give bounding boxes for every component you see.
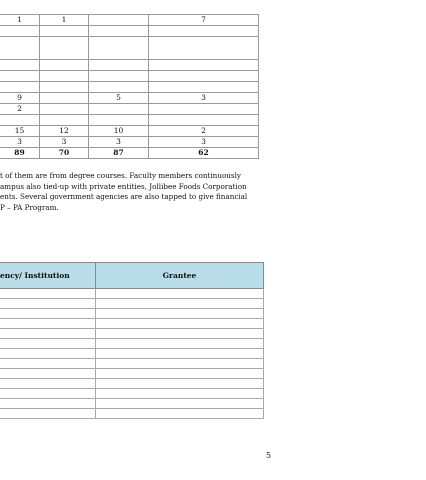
- table-cell: [40, 60, 89, 71]
- table-cell: [149, 37, 259, 60]
- grant-table: [0, 262, 264, 419]
- table-cell: [0, 82, 40, 93]
- table-cell: [89, 37, 149, 60]
- grant-table-cell: [96, 339, 264, 349]
- grant-table-cell: [0, 349, 96, 359]
- grant-table-cell: [0, 339, 96, 349]
- table-cell: [149, 26, 259, 37]
- grant-table-row: [0, 409, 264, 419]
- table-cell: [149, 115, 259, 126]
- grant-table-cell: [96, 359, 264, 369]
- table-cell: [0, 60, 40, 71]
- table-cell: [0, 71, 40, 82]
- page-number: 5: [266, 451, 272, 460]
- agency-header: ency/ Institution: [0, 263, 96, 289]
- enrollment-table: [0, 14, 259, 159]
- grant-table-cell: [96, 379, 264, 389]
- table-cell: [89, 60, 149, 71]
- grant-table-cell: [96, 349, 264, 359]
- table-cell: 2: [0, 104, 40, 115]
- grant-table-cell: [96, 299, 264, 309]
- grant-table-cell: [0, 359, 96, 369]
- table-cell: [40, 37, 89, 60]
- table-cell: [89, 82, 149, 93]
- table-cell: [0, 26, 40, 37]
- table-cell: [89, 115, 149, 126]
- paragraph-line: P – PA Program.: [0, 202, 59, 212]
- table-cell: 12: [40, 126, 89, 137]
- table-row: [0, 82, 259, 93]
- table-row: [0, 104, 259, 115]
- grant-table-row: [0, 329, 264, 339]
- grant-table-cell: [0, 379, 96, 389]
- grant-table-cell: [0, 319, 96, 329]
- grant-table-cell: [96, 329, 264, 339]
- grant-table-row: [0, 379, 264, 389]
- table-cell: [0, 37, 40, 60]
- table-cell: 15: [0, 126, 40, 137]
- grant-table-cell: [0, 299, 96, 309]
- grant-table-cell: [0, 369, 96, 379]
- table-cell: [40, 71, 89, 82]
- grant-table-header: [0, 263, 264, 289]
- table-cell: 2: [149, 126, 259, 137]
- paragraph-line: t of them are from degree courses. Faculty members continuously: [0, 171, 241, 180]
- table-cell: 3: [0, 137, 40, 148]
- table-row: [0, 71, 259, 82]
- table-row: [0, 148, 259, 159]
- table-cell: 10: [89, 126, 149, 137]
- table-cell: [40, 93, 89, 104]
- table-cell: 70: [40, 148, 89, 159]
- grant-table-row: [0, 309, 264, 319]
- grant-table-cell: [0, 309, 96, 319]
- grant-table-row: [0, 319, 264, 329]
- table-cell: [40, 26, 89, 37]
- grant-table-cell: [0, 329, 96, 339]
- table-cell: [149, 82, 259, 93]
- table-row: [0, 15, 259, 26]
- grant-table-cell: [96, 389, 264, 399]
- table-cell: 1: [40, 15, 89, 26]
- table-cell: [149, 104, 259, 115]
- table-cell: 7: [149, 15, 259, 26]
- table-row: [0, 137, 259, 148]
- table-cell: 1: [0, 15, 40, 26]
- grant-table-row: [0, 399, 264, 409]
- grant-table-row: [0, 299, 264, 309]
- table-row: [0, 115, 259, 126]
- table-row: [0, 26, 259, 37]
- grant-table-row: [0, 369, 264, 379]
- table-cell: [89, 15, 149, 26]
- table-cell: 3: [40, 137, 89, 148]
- table-row: [0, 60, 259, 71]
- grant-table-row: [0, 289, 264, 299]
- table-cell: 9: [0, 93, 40, 104]
- table-cell: [0, 115, 40, 126]
- grant-table-row: [0, 389, 264, 399]
- grant-table-cell: [96, 319, 264, 329]
- grant-table-cell: [96, 369, 264, 379]
- table-cell: 89: [0, 148, 40, 159]
- grant-table-cell: [0, 409, 96, 419]
- paragraph-line: ents. Several government agencies are also tapped to give financial: [0, 192, 248, 202]
- table-cell: [89, 104, 149, 115]
- grant-table-cell: [96, 409, 264, 419]
- grant-table-cell: [0, 399, 96, 409]
- table-cell: [89, 71, 149, 82]
- table-cell: [149, 71, 259, 82]
- grant-table-cell: [96, 399, 264, 409]
- paragraph-line: ampus also tied-up with private entities, Jollibee Foods Corporation: [0, 181, 247, 191]
- paragraph: [0, 171, 254, 213]
- table-cell: [40, 104, 89, 115]
- grant-table-cell: [96, 289, 264, 299]
- grantee-header: Grantee: [96, 263, 264, 289]
- table-cell: 5: [89, 93, 149, 104]
- table-row: [0, 93, 259, 104]
- table-row: [0, 37, 259, 60]
- table-cell: 3: [149, 93, 259, 104]
- table-cell: 87: [89, 148, 149, 159]
- grant-table-cell: [96, 309, 264, 319]
- grant-table-row: [0, 339, 264, 349]
- grant-table-cell: [0, 389, 96, 399]
- table-cell: 3: [89, 137, 149, 148]
- table-cell: [40, 82, 89, 93]
- table-cell: 62: [149, 148, 259, 159]
- table-row: [0, 126, 259, 137]
- table-cell: 3: [149, 137, 259, 148]
- grant-table-cell: [0, 289, 96, 299]
- grant-table-row: [0, 349, 264, 359]
- table-cell: [149, 60, 259, 71]
- table-cell: [40, 115, 89, 126]
- grant-table-row: [0, 359, 264, 369]
- table-cell: [89, 26, 149, 37]
